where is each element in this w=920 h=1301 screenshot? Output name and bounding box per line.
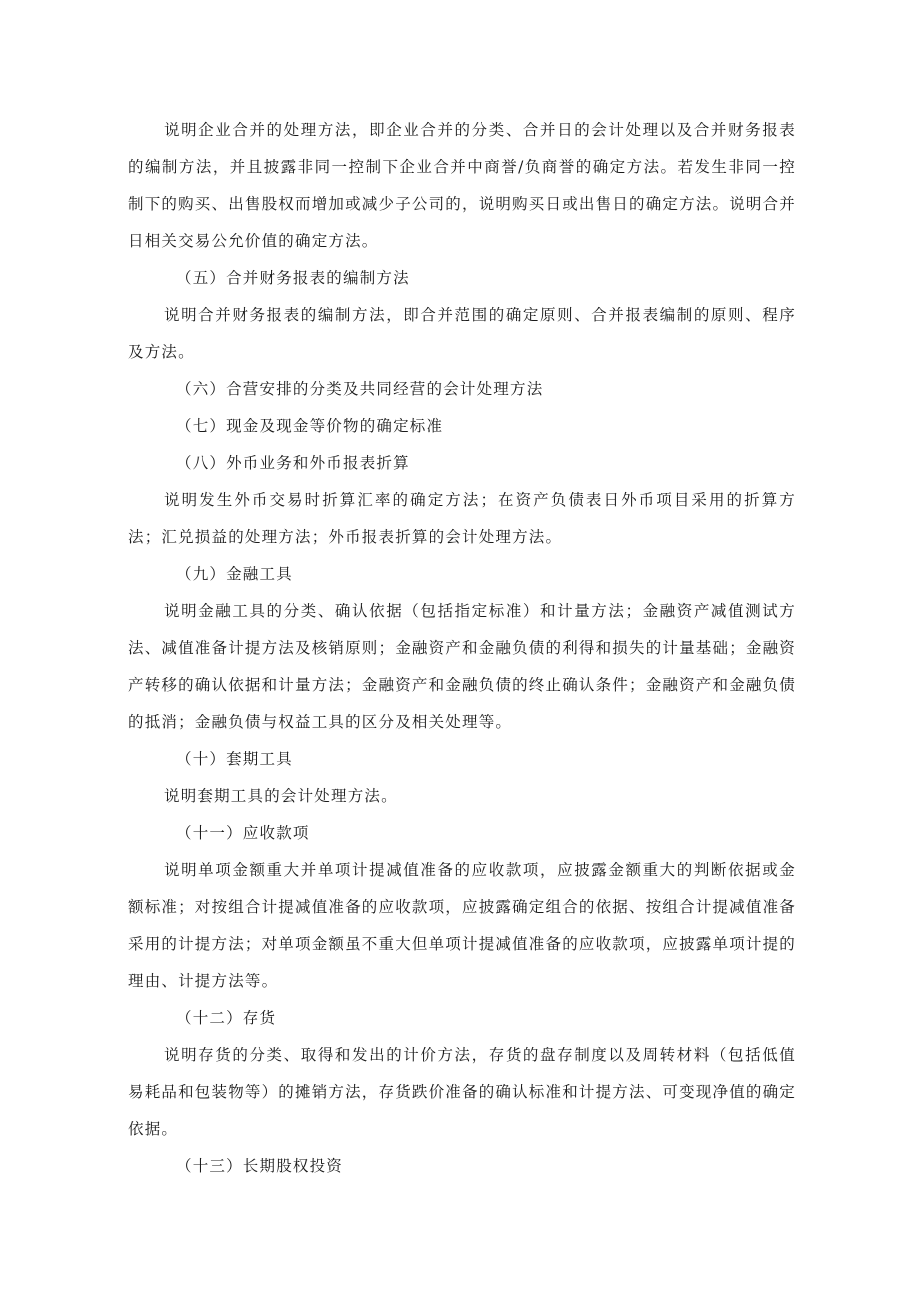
paragraph-financial-instruments: 说明金融工具的分类、确认依据（包括指定标准）和计量方法；金融资产减值测试方法、减值准备计提方法及核销原则；金融资产和金融负债的利得和损失的计量基础；金融资产转移的确认依据和计量方法；金融资产和金融负债的终止确认条件；金融资产和金融负债的抵消；金融负债与权益工具的区分及相关处理等。	[128, 602, 797, 731]
document-body	[128, 112, 796, 1185]
heading-section-10: （十）套期工具	[176, 750, 293, 768]
paragraph-foreign-currency: 说明发生外币交易时折算汇率的确定方法；在资产负债表日外币项目采用的折算方法；汇兑损益的处理方法；外币报表折算的会计处理方法。	[128, 491, 796, 546]
heading-section-11: （十一）应收款项	[176, 824, 310, 842]
heading-section-13: （十三）长期股权投资	[176, 1157, 344, 1175]
paragraph-receivables: 说明单项金额重大并单项计提减值准备的应收款项，应披露金额重大的判断依据或金额标准；对按组合计提减值准备的应收款项，应披露确定组合的依据、按组合计提减值准备采用的计提方法；对单项金额虽不重大但单项计提减值准备的应收款项，应披露单项计提的理由、计提方法等。	[128, 861, 797, 990]
heading-section-7: （七）现金及现金等价物的确定标准	[176, 417, 444, 435]
paragraph-hedging: 说明套期工具的会计处理方法。	[164, 787, 398, 805]
heading-section-9: （九）金融工具	[176, 565, 293, 583]
paragraph-consolidated-statements: 说明合并财务报表的编制方法，即合并范围的确定原则、合并报表编制的原则、程序及方法。	[128, 306, 796, 361]
heading-section-8: （八）外币业务和外币报表折算	[176, 454, 410, 472]
paragraph-business-combination: 说明企业合并的处理方法，即企业合并的分类、合并日的会计处理以及合并财务报表的编制方法，并且披露非同一控制下企业合并中商誉/负商誉的确定方法。若发生非同一控制下的购买、出售股权而增加或减少子公司的，说明购买日或出售日的确定方法。说明合并日相关交易公允价值的确定方法。	[128, 121, 797, 250]
heading-section-5: （五）合并财务报表的编制方法	[176, 269, 410, 287]
heading-section-6: （六）合营安排的分类及共同经营的会计处理方法	[176, 380, 544, 398]
heading-section-12: （十二）存货	[176, 1009, 277, 1027]
paragraph-inventory: 说明存货的分类、取得和发出的计价方法，存货的盘存制度以及周转材料（包括低值易耗品和包装物等）的摊销方法，存货跌价准备的确认标准和计提方法、可变现净值的确定依据。	[128, 1046, 797, 1138]
